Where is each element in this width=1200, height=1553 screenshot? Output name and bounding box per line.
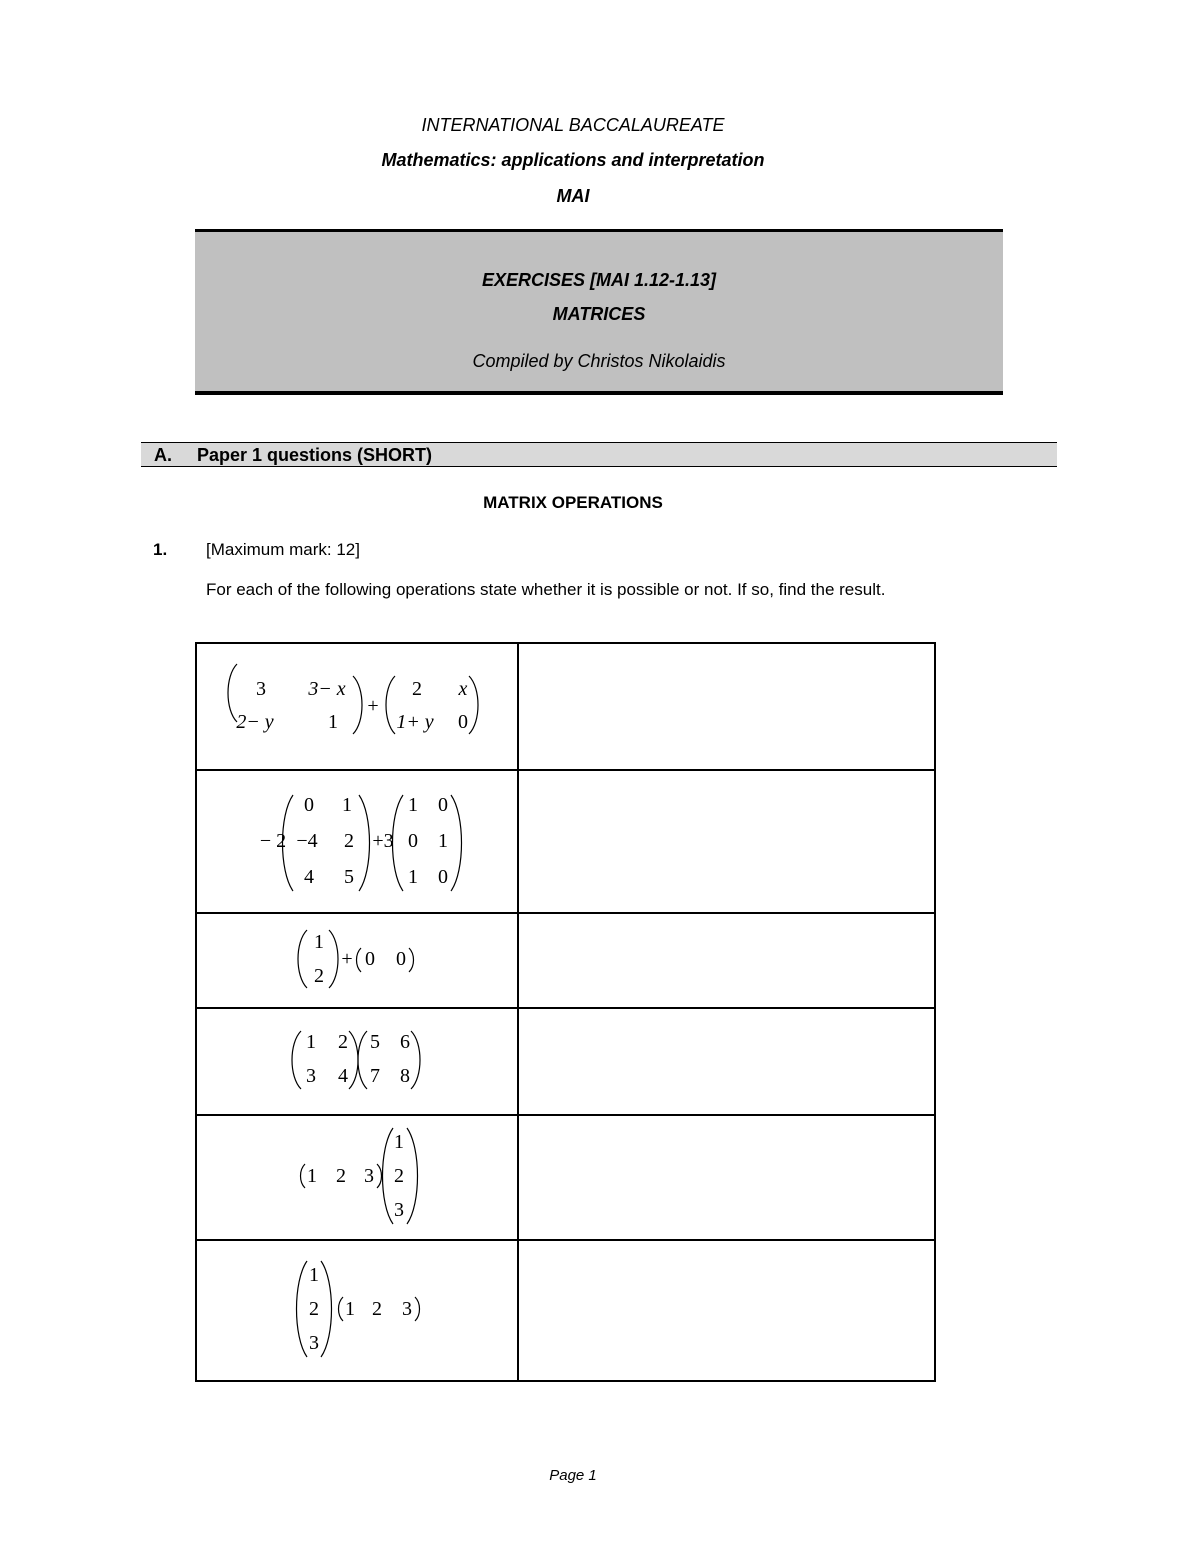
matrix-entry: 1 xyxy=(306,1031,316,1053)
matrix-entry: 3 xyxy=(402,1298,412,1320)
matrix-entry: 3 xyxy=(309,1332,319,1354)
matrix-entry: 1 xyxy=(438,830,448,852)
matrix-entry: 2 xyxy=(372,1298,382,1320)
matrix-entry: 1 xyxy=(408,794,418,816)
answer-cell[interactable] xyxy=(518,1240,935,1381)
matrix-entry: 0 xyxy=(438,866,448,888)
operation-cell xyxy=(196,643,518,770)
operation-cell xyxy=(196,1008,518,1115)
table-row xyxy=(196,1240,935,1381)
table-row xyxy=(196,1008,935,1115)
matrix-entry: 3 xyxy=(364,1165,374,1187)
matrix-entry: 1 xyxy=(328,711,338,733)
matrix-entry: −4 xyxy=(296,830,318,852)
matrix-expression-4 xyxy=(197,1009,517,1109)
operation-cell xyxy=(196,1240,518,1381)
matrix-entry: 0 xyxy=(438,794,448,816)
matrix-expression-3 xyxy=(197,914,517,1002)
topic-title: MATRICES xyxy=(552,304,646,324)
matrix-entry: 5 xyxy=(370,1031,380,1053)
matrix-entry: 6 xyxy=(400,1031,410,1053)
matrix-entry: 1 xyxy=(408,866,418,888)
matrix-entry: 4 xyxy=(338,1065,348,1087)
matrix-entry: 2 xyxy=(338,1031,348,1053)
answer-cell[interactable] xyxy=(518,1008,935,1115)
operation-cell xyxy=(196,913,518,1008)
matrix-entry: 0 xyxy=(396,948,406,970)
matrix-entry: 0 xyxy=(304,794,314,816)
matrix-entry: 0 xyxy=(458,711,468,733)
matrix-entry: 2 xyxy=(394,1165,404,1187)
question-text: For each of the following operations state whether it is possible or not. If so, find the result. xyxy=(206,580,886,599)
question-max-mark: [Maximum mark: 12] xyxy=(206,540,360,559)
operator: + xyxy=(367,695,379,717)
matrix-entry: 3 xyxy=(256,678,266,700)
matrix-entry: 2 xyxy=(309,1298,319,1320)
operations-table xyxy=(195,642,936,1382)
operator: + xyxy=(341,948,353,970)
matrix-expression-1 xyxy=(197,644,517,764)
page-number: Page 1 xyxy=(549,1467,597,1484)
matrix-entry: 3 xyxy=(306,1065,316,1087)
matrix-entry: 2 xyxy=(344,830,354,852)
matrix-entry: 2 xyxy=(314,965,324,987)
matrix-entry: 5 xyxy=(344,866,354,888)
matrix-entry: 4 xyxy=(304,866,314,888)
matrix-entry: x xyxy=(458,678,468,700)
matrix-expression-6 xyxy=(197,1241,517,1375)
matrix-entry: 1 xyxy=(307,1165,317,1187)
section-bar xyxy=(141,442,1057,467)
matrix-entry: 1 xyxy=(314,931,324,953)
answer-cell[interactable] xyxy=(518,913,935,1008)
matrix-entry: 7 xyxy=(370,1065,380,1087)
matrix-entry: 8 xyxy=(400,1065,410,1087)
answer-cell[interactable] xyxy=(518,770,935,913)
matrix-entry: 1 xyxy=(345,1298,355,1320)
matrix-entry: 1+ y xyxy=(396,711,434,733)
matrix-entry: 3 xyxy=(394,1199,404,1221)
matrix-entry: 1 xyxy=(342,794,352,816)
section-letter: A. xyxy=(154,445,172,465)
header-code: MAI xyxy=(556,186,590,206)
matrix-entry: 1 xyxy=(394,1131,404,1153)
matrix-entry: 0 xyxy=(408,830,418,852)
operation-cell xyxy=(196,1115,518,1240)
table-row xyxy=(196,770,935,913)
header-org: INTERNATIONAL BACCALAUREATE xyxy=(421,115,725,135)
scalar: − 2 xyxy=(259,830,287,852)
subheading: MATRIX OPERATIONS xyxy=(483,493,663,512)
matrix-entry: 2 xyxy=(336,1165,346,1187)
matrix-entry: 2 xyxy=(412,678,422,700)
table-row xyxy=(196,913,935,1008)
matrix-entry: 3− x xyxy=(308,678,346,700)
exercises-title: EXERCISES [MAI 1.12-1.13] xyxy=(481,270,717,290)
section-title: Paper 1 questions (SHORT) xyxy=(197,445,433,465)
matrix-expression-5 xyxy=(197,1116,517,1234)
author-line: Compiled by Christos Nikolaidis xyxy=(472,351,726,371)
table-row xyxy=(196,643,935,770)
matrix-entry: 2− y xyxy=(236,711,274,733)
operation-cell xyxy=(196,770,518,913)
title-box xyxy=(195,229,1003,395)
matrix-entry: 0 xyxy=(365,948,375,970)
matrix-entry: 1 xyxy=(309,1264,319,1286)
header-course: Mathematics: applications and interpretation xyxy=(381,150,765,170)
question-number: 1. xyxy=(153,540,168,559)
table-row xyxy=(196,1115,935,1240)
answer-cell[interactable] xyxy=(518,1115,935,1240)
answer-cell[interactable] xyxy=(518,643,935,770)
matrix-expression-2 xyxy=(197,771,517,907)
operator: +3 xyxy=(372,830,394,852)
